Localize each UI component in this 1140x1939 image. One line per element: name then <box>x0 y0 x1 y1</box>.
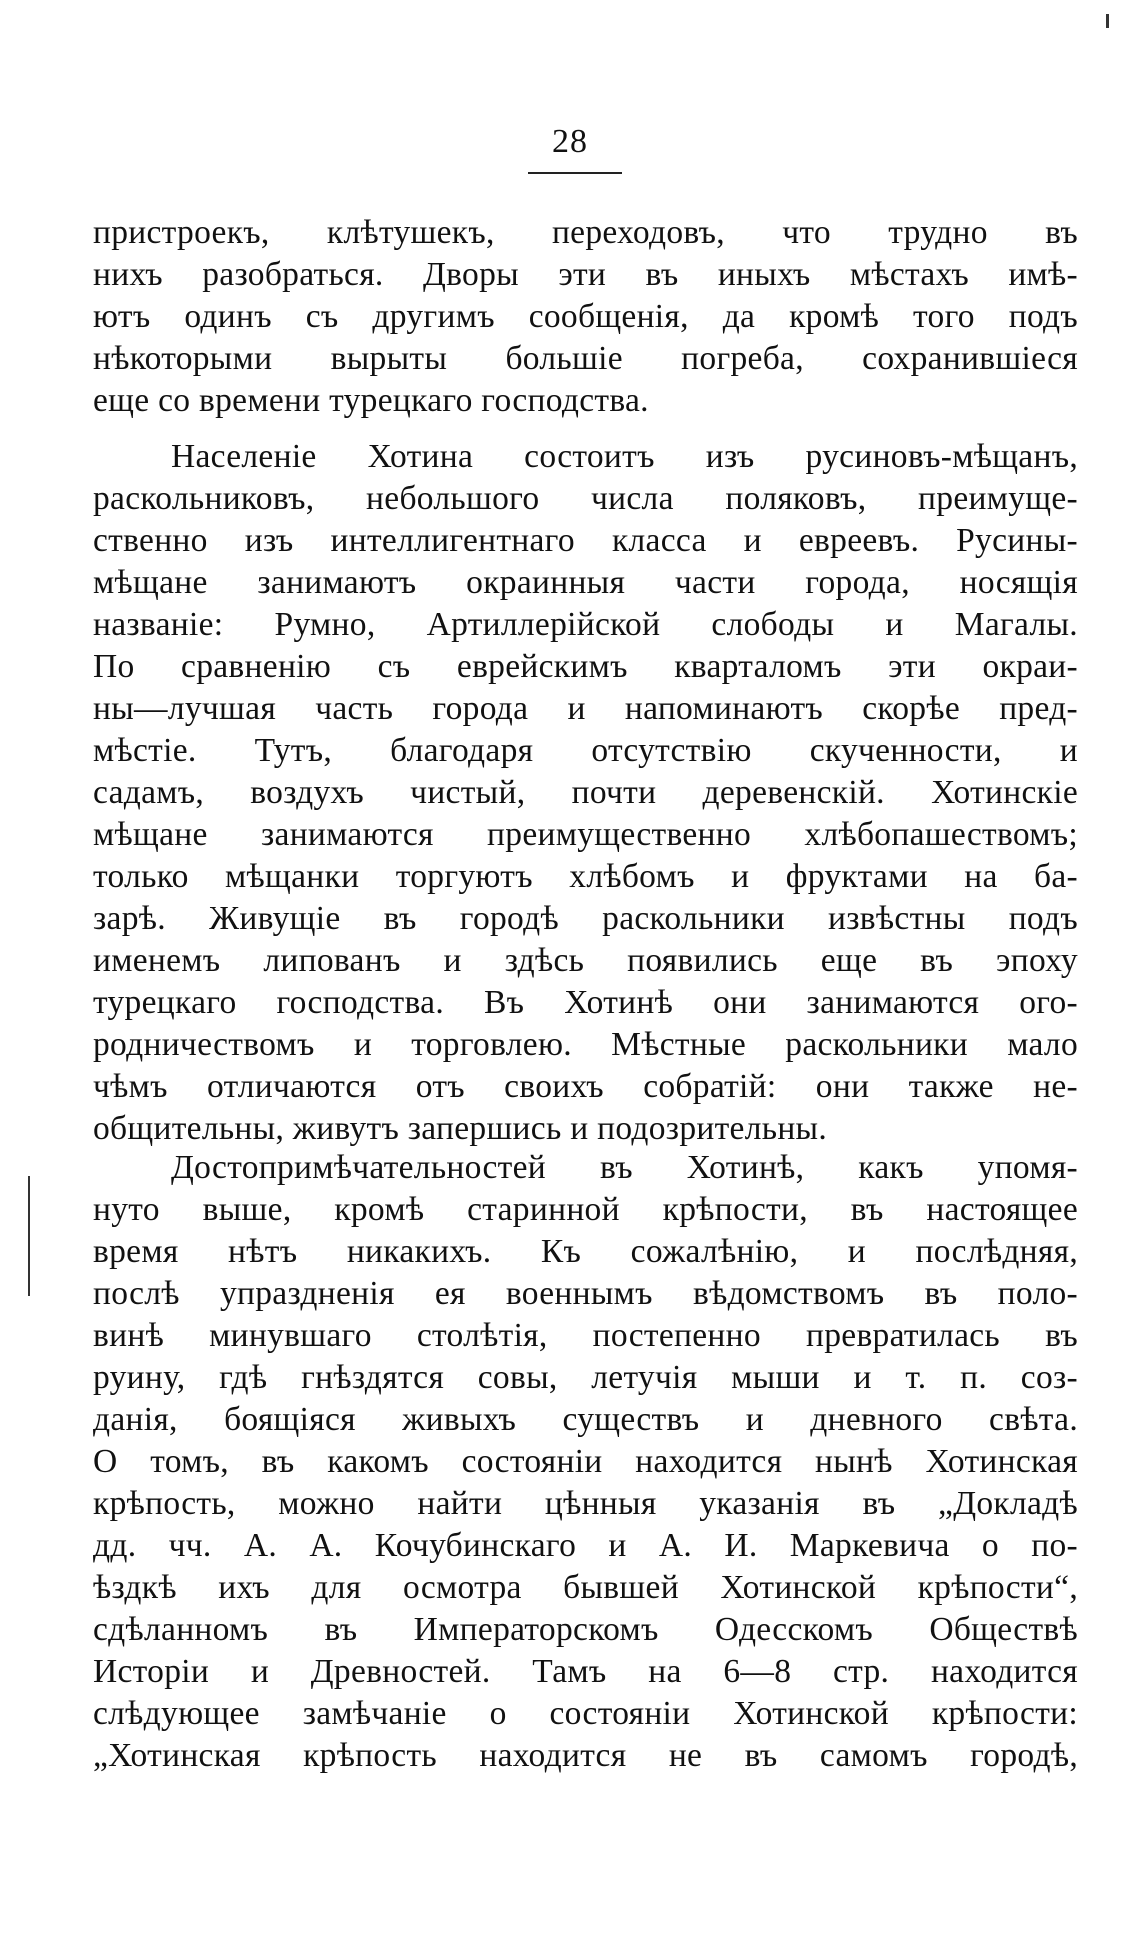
text-line: слѣдующее замѣчаніе о состояніи Хотинской крѣпости: <box>93 1695 1078 1732</box>
text-line: пристроекъ, клѣтушекъ, переходовъ, что трудно въ <box>93 214 1078 251</box>
text-line: ѣздкѣ ихъ для осмотра бывшей Хотинской крѣпости“, <box>93 1569 1078 1606</box>
text-line: родничествомъ и торговлею. Мѣстные раскольники мало <box>93 1026 1078 1063</box>
margin-pencil-mark <box>28 1176 34 1296</box>
text-line: нихъ разобраться. Дворы эти въ иныхъ мѣстахъ имѣ- <box>93 256 1078 293</box>
text-line: По сравненію съ еврейскимъ кварталомъ эти окраи- <box>93 648 1078 685</box>
page-number: 28 <box>552 123 588 160</box>
text-line: садамъ, воздухъ чистый, почти деревенскій. Хотинскіе <box>93 774 1078 811</box>
text-line: нѣкоторыми вырыты большіе погреба, сохранившіеся <box>93 340 1078 377</box>
text-line: мѣщане занимаются преимущественно хлѣбопашествомъ; <box>93 816 1078 853</box>
text-line: турецкаго господства. Въ Хотинѣ они занимаются ого- <box>93 984 1078 1021</box>
text-line: Населеніе Хотина состоитъ изъ русиновъ-мѣщанъ, <box>171 438 1078 475</box>
text-line: раскольниковъ, небольшого числа поляковъ, преимуще- <box>93 480 1078 517</box>
text-line: мѣщане занимаютъ окраинныя части города, носящія <box>93 564 1078 601</box>
text-line: „Хотинская крѣпость находится не въ самомъ городѣ, <box>93 1737 1078 1774</box>
text-line: названіе: Румно, Артиллерійской слободы и Магалы. <box>93 606 1078 643</box>
text-line: крѣпость, можно найти цѣнныя указанія въ „Докладѣ <box>93 1485 1078 1522</box>
scan-speck <box>1106 14 1109 28</box>
text-line: руину, гдѣ гнѣздятся совы, летучія мыши и т. п. соз- <box>93 1359 1078 1396</box>
text-line: мѣстіе. Тутъ, благодаря отсутствію скученности, и <box>93 732 1078 769</box>
page-number-underline <box>528 172 622 174</box>
paragraph-3 <box>93 1147 1078 1777</box>
text-line: нуто выше, кромѣ старинной крѣпости, въ настоящее <box>93 1191 1078 1228</box>
text-line: винѣ минувшаго столѣтія, постепенно превратилась въ <box>93 1317 1078 1354</box>
text-line: Исторіи и Древностей. Тамъ на 6—8 стр. находится <box>93 1653 1078 1690</box>
text-line: ютъ одинъ съ другимъ сообщенія, да кромѣ того подъ <box>93 298 1078 335</box>
text-line: только мѣщанки торгуютъ хлѣбомъ и фруктами на ба- <box>93 858 1078 895</box>
text-line: общительны, живутъ запершись и подозрительны. <box>93 1110 828 1147</box>
text-line: данія, боящіяся живыхъ существъ и дневного свѣта. <box>93 1401 1078 1438</box>
text-line: Достопримѣчательностей въ Хотинѣ, какъ упомя- <box>171 1149 1078 1186</box>
text-line: зарѣ. Живущіе въ городѣ раскольники извѣстны подъ <box>93 900 1078 937</box>
paragraph-2 <box>93 436 1078 1150</box>
text-line: именемъ липованъ и здѣсь появились еще въ эпоху <box>93 942 1078 979</box>
text-line: послѣ упраздненія ея военнымъ вѣдомствомъ въ поло- <box>93 1275 1078 1312</box>
text-line: ны—лучшая часть города и напоминаютъ скорѣе пред- <box>93 690 1078 727</box>
text-line: чѣмъ отличаются отъ своихъ собратій: они также не- <box>93 1068 1078 1105</box>
paragraph-1 <box>93 212 1078 422</box>
text-line: время нѣтъ никакихъ. Къ сожалѣнію, и послѣдняя, <box>93 1233 1078 1270</box>
text-line: сдѣланномъ въ Императорскомъ Одесскомъ Обществѣ <box>93 1611 1078 1648</box>
text-line: дд. чч. А. А. Кочубинскаго и А. И. Маркевича о по- <box>93 1527 1078 1564</box>
text-line: еще со времени турецкаго господства. <box>93 382 649 419</box>
text-line: ственно изъ интеллигентнаго класса и евреевъ. Русины- <box>93 522 1078 559</box>
text-line: О томъ, въ какомъ состояніи находится нынѣ Хотинская <box>93 1443 1078 1480</box>
